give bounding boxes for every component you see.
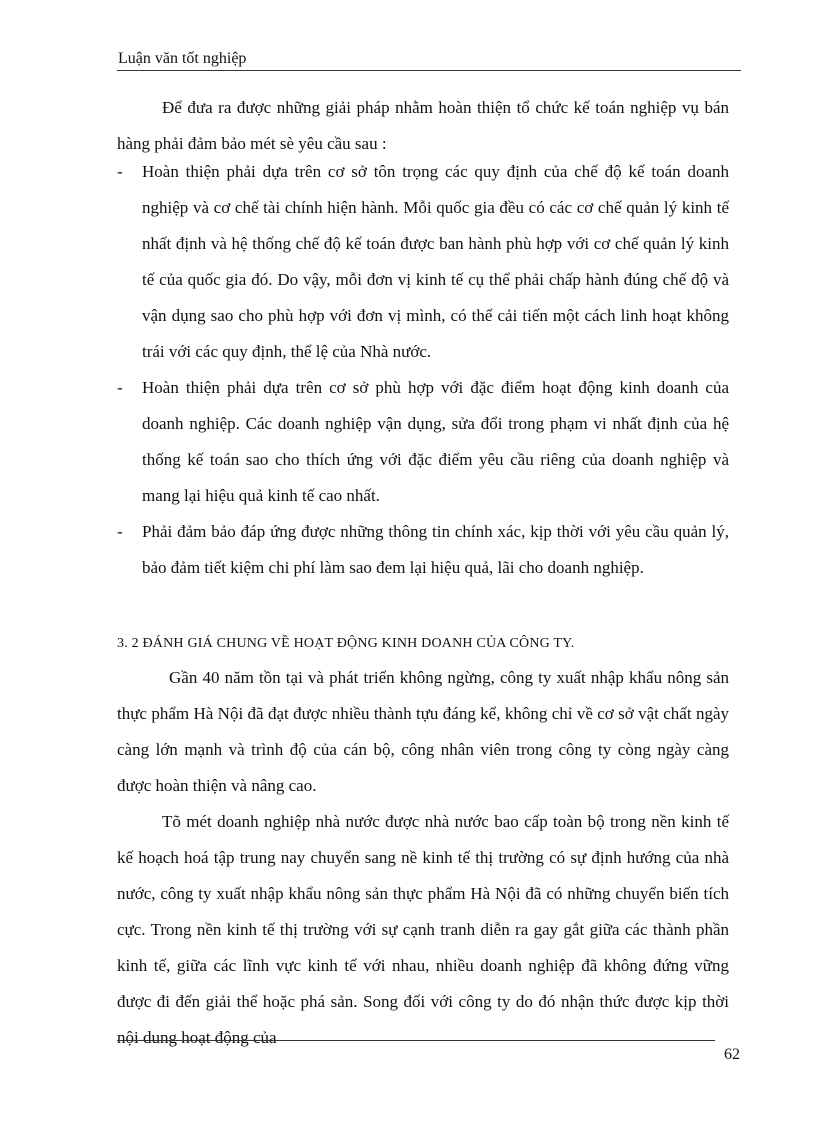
list-item-text: Hoàn thiện phải dựa trên cơ sở tôn trọng các quy định của chế độ kế toán doanh nghiệp và cơ chế tài chính hiện hành. Mỗi quốc gia đều có các cơ chế quản lý kinh tế nhất định và hệ thống chế độ kế toán được ban hành phù hợp với cơ chế quản lý kinh tế của quốc gia đó. Do vậy, mỗi đơn vị kinh tế cụ thể phải chấp hành đúng chế độ và vận dụng sao cho phù hợp với đơn vị mình, có thể cải tiến một cách linh hoạt không trái với các quy định, thể lệ của Nhà nước. (142, 162, 729, 361)
body-paragraph: Tõ mét doanh nghiệp nhà nước được nhà nước bao cấp toàn bộ trong nền kinh tế kế hoạch hoá tập trung nay chuyển sang nề kinh tế thị trường có sự định hướng của nhà nước, công ty xuất nhập khẩu nông sản thực phẩm Hà Nội đã có những chuyển biến tích cực. Trong nền kinh tế thị trường với sự cạnh tranh diễn ra gay gắt giữa các thành phần kinh tế, giữa các lĩnh vực kinh tế với nhau, nhiều doanh nghiệp đã không đứng vững được đi đến giải thể hoặc phá sản. Song đối với công ty do đó nhận thức được kịp thời nội dung hoạt động của (117, 812, 729, 1047)
list-item (117, 370, 729, 514)
footer-rule (117, 1040, 715, 1041)
bullet-dash: - (117, 522, 123, 541)
list-item (117, 154, 729, 370)
list-item-text: Hoàn thiện phải dựa trên cơ sở phù hợp với đặc điểm hoạt động kinh doanh của doanh nghiệp. Các doanh nghiệp vận dụng, sửa đổi trong phạm vi nhất định của hệ thống kế toán sao cho thích ứng với đặc điểm yêu cầu riêng của doanh nghiệp và mang lại hiệu quả kinh tế cao nhất. (142, 378, 729, 505)
list-item-text: Phải đảm bảo đáp ứng được những thông tin chính xác, kịp thời với yêu cầu quản lý, bảo đảm tiết kiệm chi phí làm sao đem lại hiệu quả, lãi cho doanh nghiệp. (142, 522, 729, 577)
header-rule (117, 70, 741, 71)
intro-paragraph: Để đưa ra được những giải pháp nhằm hoàn thiện tổ chức kế toán nghiệp vụ bán hàng phải đảm bảo mét sè yêu cầu sau : (117, 98, 729, 153)
body-paragraph: Gần 40 năm tồn tại và phát triển không ngừng, công ty xuất nhập khẩu nông sản thực phẩm Hà Nội đã đạt được nhiều thành tựu đáng kể, không chỉ về cơ sở vật chất ngày càng lớn mạnh và trình độ của cán bộ, công nhân viên trong công ty còng ngày càng được hoàn thiện và nâng cao. (117, 668, 729, 795)
list-item (117, 514, 729, 586)
requirements-list (117, 154, 729, 586)
bullet-dash: - (117, 378, 123, 397)
running-header: Luận văn tốt nghiệp (118, 50, 247, 67)
section-heading: 3. 2 ĐÁNH GIÁ CHUNG VỀ HOẠT ĐỘNG KINH DOANH CỦA CÔNG TY. (117, 636, 575, 651)
page-number: 62 (724, 1046, 740, 1063)
bullet-dash: - (117, 162, 123, 181)
